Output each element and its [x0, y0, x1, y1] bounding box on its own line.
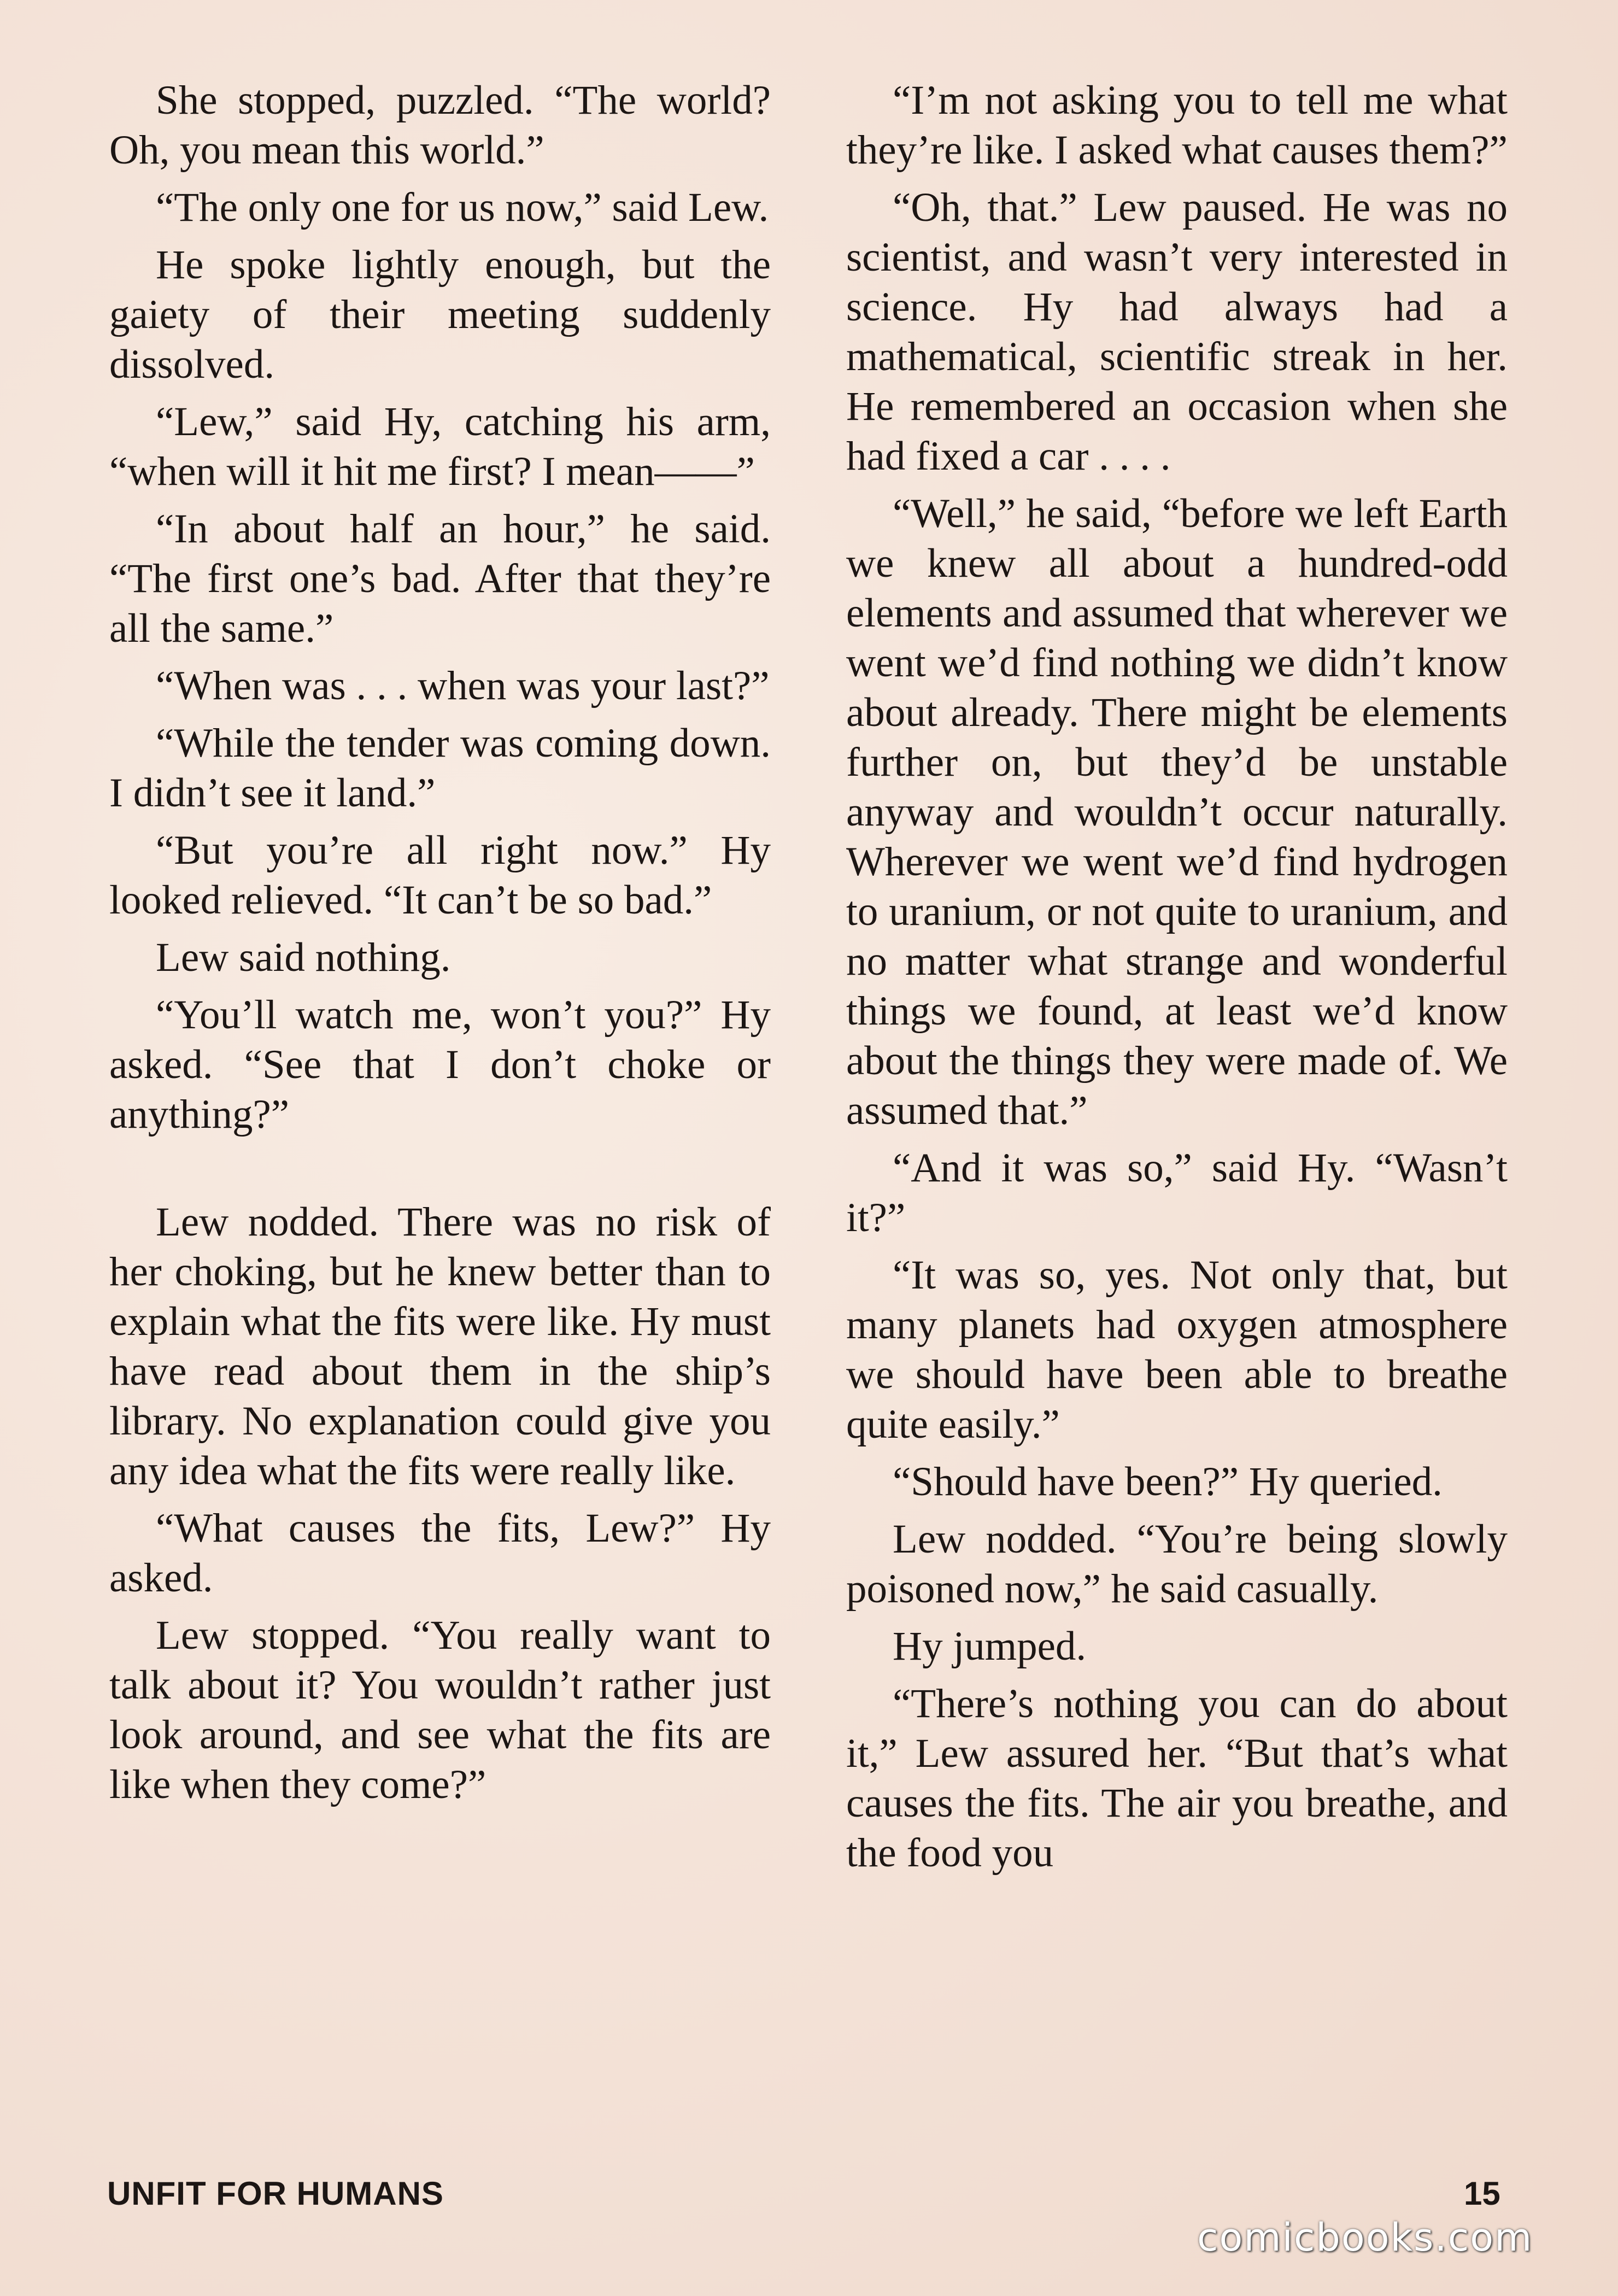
paragraph: “I’m not asking you to tell me what they’re like. I asked what causes them?”	[846, 78, 1508, 173]
running-footer-title: UNFIT FOR HUMANS	[107, 2175, 444, 2212]
paragraph: “There’s nothing you can do about it,” Lew assured her. “But that’s what causes the fits. The air you breathe, and the food you	[846, 1681, 1508, 1876]
paragraph: “Oh, that.” Lew paused. He was no scientist, and wasn’t very interested in science. Hy had always had a mathematical, scientific streak in her. He remembered an occasion when she had fixed a car . . . .	[846, 185, 1508, 479]
left-text-column	[109, 75, 771, 1817]
paragraph: “Lew,” said Hy, catching his arm, “when will it hit me first? I mean——”	[109, 399, 771, 494]
paragraph: “While the tender was coming down. I didn’t see it land.”	[109, 721, 771, 816]
paragraph: Lew stopped. “You really want to talk about it? You wouldn’t rather just look around, and see what the fits are like when they come?”	[109, 1613, 771, 1807]
page-number: 15	[1464, 2175, 1500, 2212]
paragraph: “It was so, yes. Not only that, but many planets had oxygen atmosphere we should have been able to breathe quite easily.”	[846, 1252, 1508, 1447]
paragraph: “In about half an hour,” he said. “The first one’s bad. After that they’re all the same.”	[109, 506, 771, 651]
watermark-text: comicbooks.com	[1197, 2215, 1533, 2260]
paragraph: He spoke lightly enough, but the gaiety of their meeting suddenly dissolved.	[109, 242, 771, 387]
paragraph: “And it was so,” said Hy. “Wasn’t it?”	[846, 1145, 1508, 1240]
paragraph: “But you’re all right now.” Hy looked relieved. “It can’t be so bad.”	[109, 828, 771, 923]
paragraph: She stopped, puzzled. “The world? Oh, you mean this world.”	[109, 78, 771, 173]
right-text-column	[846, 75, 1508, 1885]
paragraph: “When was . . . when was your last?”	[156, 663, 770, 708]
paragraph: “What causes the fits, Lew?” Hy asked.	[109, 1506, 771, 1601]
paragraph: “Well,” he said, “before we left Earth we knew all about a hundred-odd elements and assumed that wherever we went we’d find nothing we didn’t know about already. There might be elements further on, but they’d be unstable anyway and wouldn’t occur naturally. Wherever we went we’d find hydrogen to uranium, or not quite to uranium, and no matter what strange and wonderful things we found, at least we’d know about the things they were made of. We assumed that.”	[846, 491, 1508, 1133]
paragraph: Lew said nothing.	[156, 935, 451, 980]
paragraph: Lew nodded. “You’re being slowly poisoned now,” he said casually.	[846, 1516, 1508, 1612]
paragraph: Lew nodded. There was no risk of her choking, but he knew better than to explain what the fits were like. Hy must have read about them in the ship’s library. No explanation could give you any idea what the fits were really like.	[109, 1199, 771, 1493]
paragraph: “The only one for us now,” said Lew.	[156, 185, 769, 230]
paragraph: “You’ll watch me, won’t you?” Hy asked. “See that I don’t choke or anything?”	[109, 992, 771, 1137]
paragraph: Hy jumped.	[893, 1624, 1087, 1669]
paragraph: “Should have been?” Hy queried.	[893, 1459, 1443, 1504]
